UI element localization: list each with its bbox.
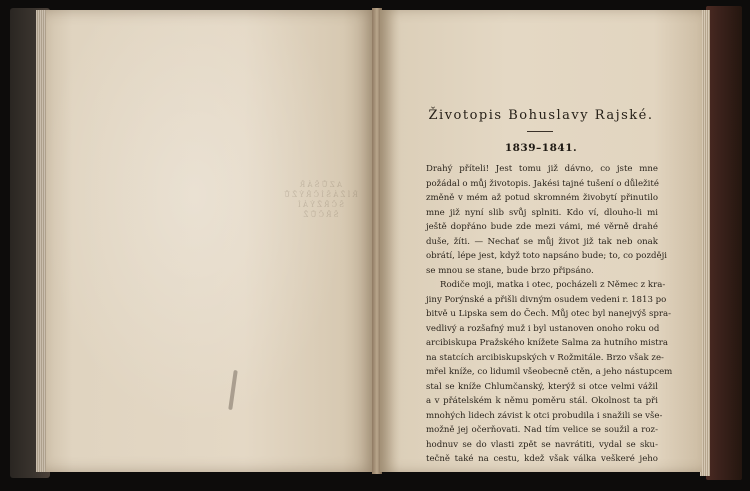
right-page bbox=[380, 10, 702, 472]
text-line: mřel kníže, co lidumil všeobecně ctěn, a jeho nástupcem bbox=[426, 367, 673, 377]
text-line: se mnou se stane, bude brzo připsáno. bbox=[426, 265, 594, 276]
text-line: arcibiskupa Pražského knížete Salma za hutního mistra bbox=[426, 338, 668, 348]
chapter-years: 1839–1841. bbox=[504, 142, 578, 154]
text-line: možně jej očerňovati. Nad tím velice se soužil a roz- bbox=[426, 425, 658, 435]
bleed-line: Ř Í Ž Á Š Í Č Ř Ý Ž Ů bbox=[284, 191, 358, 199]
ink-smudge bbox=[228, 370, 238, 410]
bleed-line: Š Č Ř Ž Ý Á Í bbox=[297, 201, 345, 209]
text-line: mnohých lidech závist k otci probudila i snažili se vše- bbox=[426, 410, 663, 421]
bleed-line: A Z Ů Š Á Ř bbox=[299, 181, 343, 189]
left-page bbox=[46, 10, 376, 472]
text-line: hodnuv se do vlasti zpět se navrátiti, vydal se sku- bbox=[426, 439, 658, 450]
text-line: jiny Porýnské a přišli divným osudem vedeni r. 1813 po bbox=[426, 294, 667, 305]
book-cover-right bbox=[706, 6, 742, 480]
text-line: bitvě u Lipska sem do Čech. Můj otec byl nanejvýš spra- bbox=[426, 309, 671, 319]
text-line: ještě dopřáno bude zde mezi vámi, mé věrně drahé bbox=[426, 222, 658, 232]
text-line: Drahý příteli! Jest tomu již dávno, co jste mne bbox=[426, 164, 658, 174]
text-line: na statcích arcibiskupských v Rožmitále. Brzo však ze- bbox=[426, 352, 664, 363]
text-line: požádal o můj životopis. Jakési tajné tušení o důležité bbox=[426, 178, 659, 189]
text-line: duše, žíti. — Nechať se můj život již tak neb onak bbox=[426, 236, 658, 247]
title-rule bbox=[527, 131, 553, 132]
text-line: stal se kníže Chlumčanský, kterýž si otce velmi vážil bbox=[426, 381, 658, 392]
text-line: obrátí, lépe jest, když toto napsáno bude; to, co později bbox=[426, 251, 668, 261]
chapter-title: Životopis Bohuslavy Rajské. bbox=[428, 108, 654, 123]
body-text bbox=[426, 162, 673, 467]
text-line: mne již nyní slib svůj splniti. Kdo ví, dlouho-li mi bbox=[426, 207, 658, 218]
text-line: tečně také na cestu, kdež však válka veškeré jeho bbox=[426, 454, 658, 464]
text-line: Rodiče moji, matka i otec, pocházeli z Němec z kra- bbox=[440, 280, 666, 290]
text-line: změně v mém až potud skromném živobytí přinutilo bbox=[426, 193, 658, 203]
text-line: a v přátelském k němu poměru stál. Okolnost ta při bbox=[426, 396, 658, 406]
bleed-line: Š Ř Č Ů Ž bbox=[303, 211, 339, 219]
text-line: vedlivý a rozšafný muž i byl ustanoven onoho roku od bbox=[426, 323, 660, 334]
